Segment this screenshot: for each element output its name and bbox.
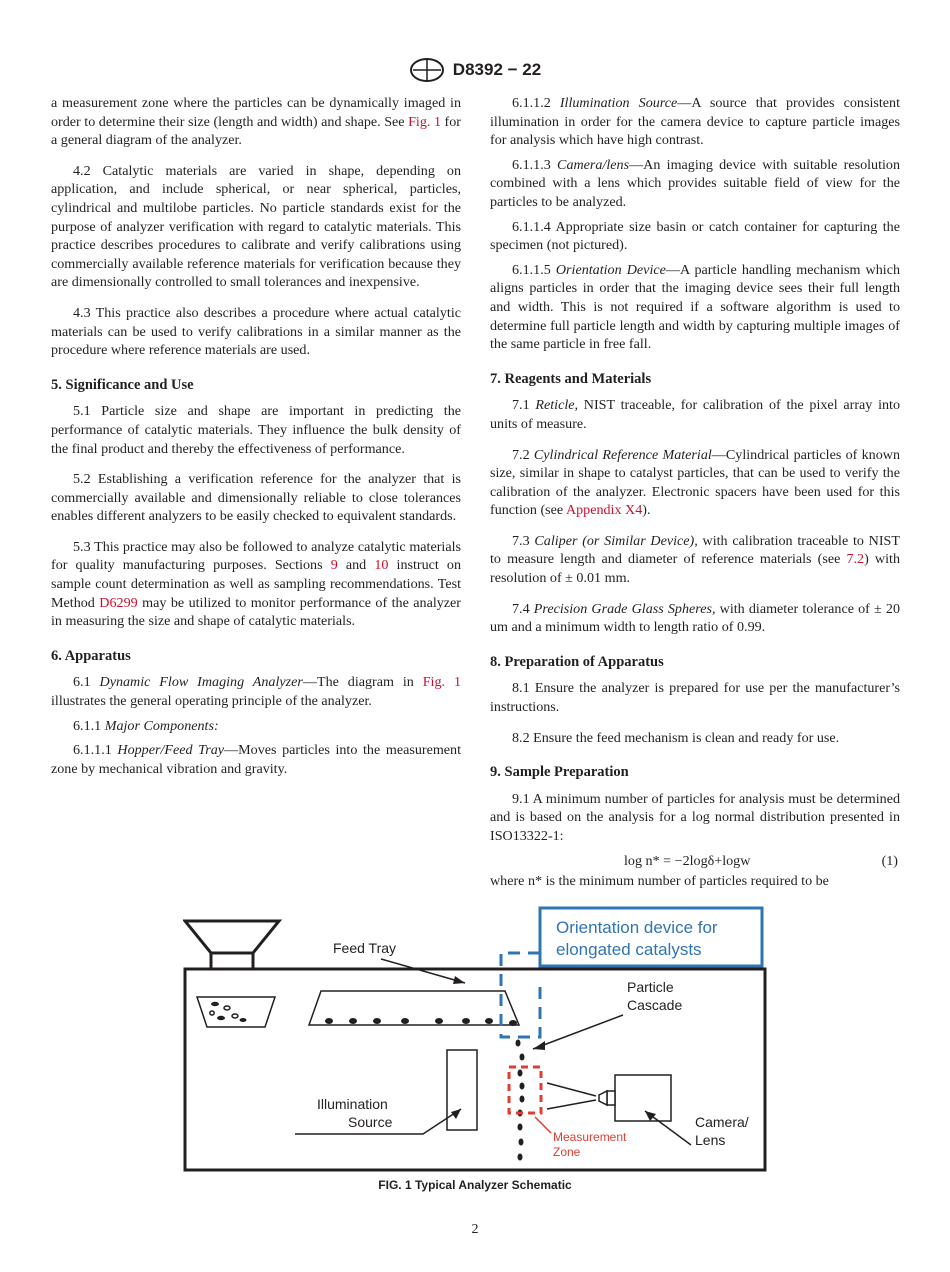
illumination-label-1: Illumination (317, 1096, 388, 1112)
cascade-particle (520, 1096, 525, 1103)
paragraph-7-2: 7.2 Cylindrical Reference Material—Cylindrical particles of known size, similar in shape to catalyst particles, that can be used to verify the calibration of the analyzer. Electronic spacers have been used for this function (see Appendix X4). (490, 446, 901, 519)
paragraph-6-1-1-3: 6.1.1.3 Camera/lens—An imaging device with suitable resolution combined with a lens which provides suitable field of view for the particles to be analyzed. (490, 156, 901, 210)
section-9-link[interactable]: 9 (330, 557, 338, 574)
section-10-link[interactable]: 10 (374, 557, 389, 574)
arrowhead (533, 1041, 545, 1050)
particle-cascade-label-2: Cascade (627, 997, 683, 1013)
paragraph-6-1-1-1: 6.1.1.1 Hopper/Feed Tray—Moves particles into the measurement zone by mechanical vibration and gravity. (51, 742, 462, 777)
fig1-link[interactable]: Fig. 1 (408, 113, 442, 130)
tray-particle (509, 1020, 517, 1026)
d6299-link[interactable]: D6299 (99, 594, 138, 611)
tray-particle (373, 1018, 381, 1024)
particle-cascade-label-1: Particle (627, 979, 674, 995)
camera-lens-cone (599, 1091, 607, 1105)
illumination-source-box (447, 1050, 477, 1130)
measurement-zone-label-2: Zone (553, 1145, 581, 1159)
camera-view-line (547, 1083, 596, 1096)
cascade-particle (518, 1124, 523, 1131)
paragraph-6-1: 6.1 Dynamic Flow Imaging Analyzer—The diagram in Fig. 1 illustrates the general operating principle of the analyzer. (51, 674, 461, 710)
camera-lens (607, 1091, 615, 1105)
measurement-zone-box (509, 1067, 541, 1113)
particle (217, 1016, 225, 1020)
section-7-2-link[interactable]: 7.2 (846, 551, 865, 568)
tray-particle (435, 1018, 443, 1024)
feed-tray-label: Feed Tray (333, 940, 397, 956)
cascade-particle (520, 1083, 525, 1090)
section-6-heading: 6. Apparatus (51, 647, 131, 664)
hopper-shape (185, 921, 279, 953)
page-header (0, 58, 950, 82)
tray-particle (349, 1018, 357, 1024)
tray-particle (401, 1018, 409, 1024)
section-8-heading: 8. Preparation of Apparatus (490, 653, 664, 670)
particle (211, 1002, 219, 1006)
camera-body (615, 1075, 671, 1121)
equation-number: (1) (881, 852, 898, 869)
paragraph-7-4: 7.4 Precision Grade Glass Spheres, with diameter tolerance of ± 20 um and a minimum width to length ratio of 0.99. (490, 600, 901, 636)
astm-logo-icon (409, 58, 445, 82)
cascade-particle (520, 1054, 525, 1061)
paragraph-7-1: 7.1 Reticle, NIST traceable, for calibration of the pixel array into units of measure. (490, 397, 900, 432)
paragraph-6-1-1: 6.1.1 Major Components: (73, 717, 219, 734)
paragraph-5-3: 5.3 This practice may also be followed to analyze catalytic materials for quality manufacturing purposes. Sections 9 and 10 instruct on sample count determination as well as sampling recommendations. Test Method D6299 may be utilized to monitor performance of the analyzer in measuring the size and shape of catalytic materials. (51, 538, 462, 630)
paragraph-8-2: 8.2 Ensure the feed mechanism is clean and ready for use. (512, 729, 840, 746)
paragraph-5-1: 5.1 Particle size and shape are important in predicting the performance of catalytic materials. They influence the bulk density of the final product and thereby the effectiveness of performance. (51, 403, 461, 457)
fig1-link[interactable]: Fig. 1 (422, 674, 461, 691)
paragraph-5-2: 5.2 Establishing a verification reference for the analyzer that is commercially available and dimensionally reliable to close tolerances enables different analyzers to be easily checked to equivalent standards. (51, 471, 461, 525)
cascade-particle (518, 1154, 523, 1161)
tray-particle (485, 1018, 493, 1024)
paragraph-6-1-1-2: 6.1.1.2 Illumination Source—A source that provides consistent illumination in order for the camera device to capture particle images for analysis which have high contrast. (490, 95, 900, 149)
paragraph-where: where n* is the minimum number of particles required to be (490, 872, 829, 889)
basin-shape (197, 997, 275, 1027)
camera-view-line (547, 1100, 596, 1109)
equation-1 (490, 852, 900, 872)
section-7-heading: 7. Reagents and Materials (490, 370, 652, 387)
hopper-neck (211, 953, 253, 969)
feed-tray-arrow (381, 959, 465, 983)
orientation-label-2: elongated catalysts (556, 940, 702, 959)
page-number: 2 (471, 1222, 479, 1237)
section-5-heading: 5. Significance and Use (51, 376, 194, 393)
equation-expression: log n* = −2logδ+logw (624, 852, 751, 869)
figure-caption: FIG. 1 Typical Analyzer Schematic (378, 1178, 572, 1192)
right-column (490, 94, 900, 896)
section-9-heading: 9. Sample Preparation (490, 764, 629, 781)
measurement-zone-label-1: Measurement (553, 1130, 627, 1144)
paragraph-6-1-1-5: 6.1.1.5 Orientation Device—A particle handling mechanism which aligns particles in order that the imaging device sees their full length and width. This is not required if a software algorithm is used to determine full particle length and width by capturing multiple images of the same particle in free fall. (490, 261, 900, 353)
analyzer-schematic (183, 905, 768, 1175)
appendix-x4-link[interactable]: Appendix X4 (565, 502, 643, 519)
illumination-label-2: Source (348, 1114, 393, 1130)
cascade-particle (518, 1070, 523, 1077)
particle-cascade-arrow (533, 1015, 623, 1049)
document-code: D8392 − 22 (452, 60, 542, 79)
paragraph-4-3: 4.3 This practice also describes a procedure where actual catalytic materials can be used to verify calibrations in a similar manner as the procedure where reference materials are used. (51, 304, 461, 359)
tray-particle (325, 1018, 333, 1024)
paragraph-8-1: 8.1 Ensure the analyzer is prepared for use per the manufacturer’s instructions. (490, 680, 900, 716)
paragraph-4-2: 4.2 Catalytic materials are varied in shape, depending on application, and include spherical, or near spherical, particles, cylindrical and multilobe particles. No particle standards exist for the purpose of analyzer verification with regard to catalytic materials. This practice describes procedures to calibrate and verify calibrations using commercially available reference materials for verification because they are dimensionally controlled to small tolerances and inexpensive. (51, 162, 461, 291)
arrowhead (453, 976, 465, 984)
paragraph-7-3: 7.3 Caliper (or Similar Device), with calibration traceable to NIST to measure length and diameter of reference materials (see 7.2) with resolution of ± 0.01 mm. (490, 532, 900, 587)
particle (240, 1018, 247, 1022)
tray-particle (462, 1018, 470, 1024)
camera-label-1: Camera/ (695, 1114, 749, 1130)
paragraph-9-1: 9.1 A minimum number of particles for analysis must be determined and is based on the analysis for a log normal distribution presented in ISO13322-1: (490, 790, 900, 844)
paragraph-6-1-1-4: 6.1.1.4 Appropriate size basin or catch container for capturing the specimen (not pictured). (490, 218, 900, 254)
measurement-zone-arrow (535, 1117, 551, 1133)
cascade-particle (519, 1139, 524, 1146)
left-column (51, 94, 461, 784)
cascade-particle (516, 1040, 521, 1047)
orientation-label-1: Orientation device for (556, 918, 718, 937)
paragraph-4-1-cont: a measurement zone where the particles can be dynamically imaged in order to determine their size (length and width) and shape. See Fig. 1 for a general diagram of the analyzer. (51, 95, 461, 149)
camera-label-2: Lens (695, 1132, 726, 1148)
